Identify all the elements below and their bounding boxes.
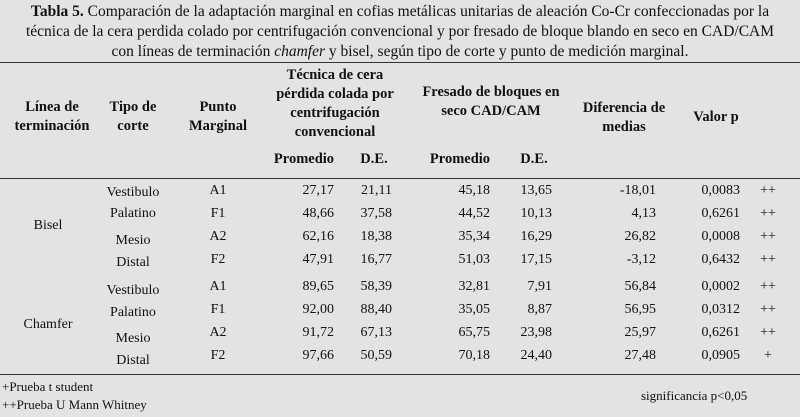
table-cell-sig: ++ [760, 252, 776, 267]
table-cell-p2: 45,18 [458, 183, 490, 198]
header-valor-p: Valor p [693, 109, 739, 125]
note-t-student: +Prueba t student [2, 379, 94, 394]
tipo-corte-cell: Palatino [110, 206, 156, 221]
table-cell-p1: 97,66 [302, 348, 334, 363]
table-cell-punto: A1 [209, 183, 227, 198]
table-cell-p1: 48,66 [302, 206, 334, 221]
table-cell-de1: 37,58 [360, 206, 392, 221]
caption-line-2: técnica de la cera perdida colado por centrifugación convencional y por fresado de bloque blando en seco en CAD/CAM [25, 23, 775, 40]
table-cell-p2: 35,05 [458, 302, 490, 317]
top-rule [0, 62, 800, 63]
tipo-corte-cell: Palatino [110, 305, 156, 320]
table-cell-p1: 89,65 [302, 279, 334, 294]
table-cell-de1: 58,39 [360, 279, 392, 294]
table-cell-p1: 47,91 [302, 252, 334, 267]
caption-line-1 [0, 2, 800, 22]
table-cell-sig: + [764, 348, 772, 363]
table-cell-de1: 21,11 [361, 183, 392, 198]
table-cell-p: 0,6261 [701, 206, 740, 221]
tipo-corte-cell: Distal [116, 353, 150, 368]
table-cell-de2: 16,29 [520, 229, 552, 244]
header-de-2: D.E. [520, 151, 548, 167]
caption-text-3b: y bisel, según tipo de corte y punto de medición marginal. [325, 43, 689, 60]
table-cell-de2: 13,65 [520, 183, 552, 198]
note-significance: significancia p<0,05 [641, 388, 748, 403]
table-cell-p2: 70,18 [458, 348, 490, 363]
tipo-corte-cell: Mesio [115, 233, 151, 248]
table-cell-dif: 56,84 [624, 279, 656, 294]
linea-cell: Bisel [33, 218, 63, 233]
caption-line-3 [0, 42, 800, 62]
header-linea: Línea de terminación [14, 99, 90, 134]
table-cell-p: 0,0905 [701, 348, 740, 363]
table-cell-sig: ++ [760, 206, 776, 221]
bottom-rule [0, 374, 800, 375]
table-cell-p: 0,6432 [701, 252, 740, 267]
table-cell-p: 0,0002 [701, 279, 740, 294]
table-cell-p: 0,0008 [701, 229, 740, 244]
tipo-corte-cell: Distal [116, 255, 150, 270]
note-mann-whitney: ++Prueba U Mann Whitney [2, 397, 147, 412]
table-cell-de2: 17,15 [520, 252, 552, 267]
table-cell-de2: 23,98 [520, 325, 552, 340]
header-promedio-1: Promedio [273, 151, 335, 167]
table-cell-p1: 91,72 [302, 325, 334, 340]
tipo-corte-cell: Vestibulo [106, 185, 160, 200]
caption-text-1: Comparación de la adaptación marginal en cofias metálicas unitarias de aleación Co-Cr confeccionadas por la [87, 3, 770, 20]
tipo-corte-cell: Mesio [115, 331, 151, 346]
table-cell-p: 0,0312 [701, 302, 740, 317]
table-cell-de2: 10,13 [520, 206, 552, 221]
header-promedio-2: Promedio [429, 151, 491, 167]
table-cell-de1: 67,13 [360, 325, 392, 340]
header-diferencia: Diferencia de medias [582, 100, 666, 135]
header-de-1: D.E. [360, 151, 388, 167]
table-cell-punto: F1 [210, 302, 226, 317]
table-cell-p2: 35,34 [458, 229, 490, 244]
table-cell-punto: A1 [209, 279, 227, 294]
table-cell-p2: 44,52 [458, 206, 490, 221]
table-cell-punto: A2 [209, 229, 227, 244]
header-tecnica: Técnica de cera pérdida colada por centrifugación convencional [276, 67, 394, 140]
header-tipo: Tipo de corte [109, 99, 157, 134]
table-cell-dif: 27,48 [624, 348, 656, 363]
linea-cell: Chamfer [23, 317, 73, 332]
caption-italic-term: chamfer [274, 43, 326, 60]
table-cell-punto: A2 [209, 325, 227, 340]
table-cell-p1: 92,00 [302, 302, 334, 317]
table-cell-sig: ++ [760, 279, 776, 294]
table-cell-p2: 65,75 [458, 325, 490, 340]
header-punto: Punto Marginal [189, 99, 247, 134]
table-caption [0, 2, 800, 62]
table-cell-dif: -3,12 [626, 252, 656, 267]
table-cell-de1: 50,59 [360, 348, 392, 363]
table-cell-punto: F2 [210, 252, 226, 267]
table-cell-p1: 27,17 [302, 183, 334, 198]
table-cell-p2: 51,03 [458, 252, 490, 267]
table-cell-p2: 32,81 [458, 279, 490, 294]
table-cell-de1: 18,38 [360, 229, 392, 244]
table-cell-de1: 16,77 [360, 252, 392, 267]
table-cell-p: 0,6261 [701, 325, 740, 340]
table-cell-punto: F1 [210, 206, 226, 221]
table-cell-punto: F2 [210, 348, 226, 363]
table-cell-dif: 26,82 [624, 229, 656, 244]
table-cell-p1: 62,16 [302, 229, 334, 244]
table-cell-dif: 56,95 [624, 302, 656, 317]
table-cell-dif: 4,13 [631, 206, 656, 221]
table-cell-de1: 88,40 [360, 302, 392, 317]
table-cell-sig: ++ [760, 325, 776, 340]
table-cell-de2: 7,91 [527, 279, 552, 294]
table-cell-de2: 24,40 [520, 348, 552, 363]
table-cell-de2: 8,87 [527, 302, 552, 317]
caption-label: Tabla 5. [30, 3, 84, 20]
table-cell-p: 0,0083 [701, 183, 740, 198]
header-fresado: Fresado de bloques en seco CAD/CAM [422, 84, 560, 119]
table-cell-dif: -18,01 [619, 183, 656, 198]
header-rule [0, 178, 800, 179]
caption-text-3a: con líneas de terminación [111, 43, 275, 60]
tipo-corte-cell: Vestibulo [106, 283, 160, 298]
table-cell-sig: ++ [760, 229, 776, 244]
table-cell-dif: 25,97 [624, 325, 656, 340]
table-cell-sig: ++ [760, 183, 776, 198]
table-cell-sig: ++ [760, 302, 776, 317]
